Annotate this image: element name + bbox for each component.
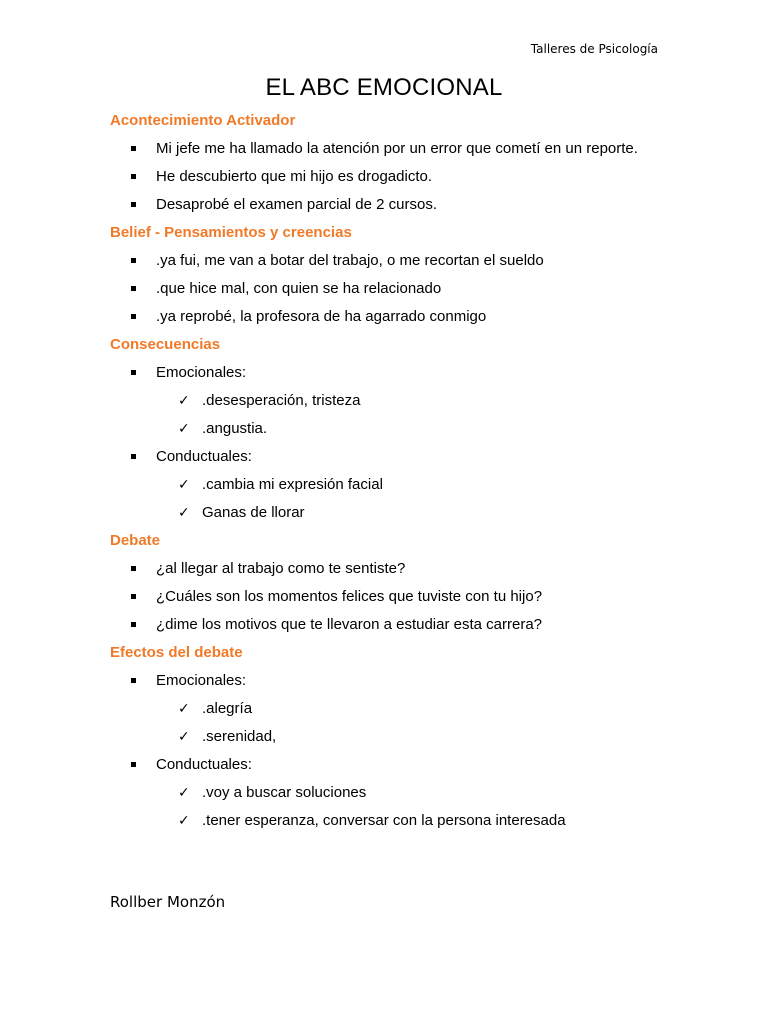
checkmark-icon: ✓ <box>178 785 190 801</box>
square-bullet-icon <box>131 762 136 767</box>
list-item-text: .que hice mal, con quien se ha relacionado <box>156 280 442 297</box>
checkmark-icon: ✓ <box>178 729 190 745</box>
group-label: Emocionales: <box>156 364 247 381</box>
group-label: Emocionales: <box>156 672 247 689</box>
checkmark-icon: ✓ <box>178 393 190 409</box>
checkmark-icon: ✓ <box>178 505 190 521</box>
list-item-text: .ya reprobé, la profesora de ha agarrado conmigo <box>156 308 487 325</box>
square-bullet-icon <box>131 202 136 207</box>
checkmark-icon: ✓ <box>178 477 190 493</box>
list-item-text: ¿al llegar al trabajo como te sentiste? <box>156 560 406 577</box>
list-item <box>110 306 670 334</box>
square-bullet-icon <box>131 258 136 263</box>
square-bullet-icon <box>131 454 136 459</box>
list-item <box>110 362 670 390</box>
section-heading-belief: Belief - Pensamientos y creencias <box>110 224 352 241</box>
check-item <box>110 726 670 754</box>
check-item <box>110 502 670 530</box>
list-item-text: Mi jefe me ha llamado la atención por un error que cometí en un reporte. <box>156 140 638 157</box>
square-bullet-icon <box>131 678 136 683</box>
list-item-text: He descubierto que mi hijo es drogadicto. <box>156 168 432 185</box>
list-item <box>110 250 670 278</box>
check-item <box>110 390 670 418</box>
check-item-text: .alegría <box>202 700 253 717</box>
list-item <box>110 278 670 306</box>
list-item-text: ¿Cuáles son los momentos felices que tuviste con tu hijo? <box>156 588 543 605</box>
check-item <box>110 782 670 810</box>
check-item-text: .serenidad, <box>202 728 277 745</box>
list-item <box>110 558 670 586</box>
list-item-text: .ya fui, me van a botar del trabajo, o me recortan el sueldo <box>156 252 544 269</box>
checkmark-icon: ✓ <box>178 421 190 437</box>
list-item-text: ¿dime los motivos que te llevaron a estudiar esta carrera? <box>156 616 543 633</box>
list-item <box>110 166 670 194</box>
document-body <box>110 110 670 838</box>
section-heading-acontecimiento: Acontecimiento Activador <box>110 112 296 129</box>
check-item-text: Ganas de llorar <box>202 504 305 521</box>
square-bullet-icon <box>131 370 136 375</box>
header-note: Talleres de Psicología <box>530 42 658 56</box>
page-title: EL ABC EMOCIONAL <box>265 74 503 101</box>
square-bullet-icon <box>131 566 136 571</box>
list-item <box>110 446 670 474</box>
list-item <box>110 670 670 698</box>
check-item-text: .tener esperanza, conversar con la persona interesada <box>202 812 566 829</box>
list-item <box>110 586 670 614</box>
list-item <box>110 754 670 782</box>
author-signature: Rollber Monzón <box>110 893 226 911</box>
check-item-text: .angustia. <box>202 420 268 437</box>
list-item-text: Desaprobé el examen parcial de 2 cursos. <box>156 196 437 213</box>
checkmark-icon: ✓ <box>178 701 190 717</box>
checkmark-icon: ✓ <box>178 813 190 829</box>
square-bullet-icon <box>131 594 136 599</box>
group-label: Conductuales: <box>156 756 252 773</box>
check-item-text: .cambia mi expresión facial <box>202 476 383 493</box>
check-item <box>110 418 670 446</box>
list-item <box>110 194 670 222</box>
square-bullet-icon <box>131 174 136 179</box>
square-bullet-icon <box>131 314 136 319</box>
square-bullet-icon <box>131 146 136 151</box>
square-bullet-icon <box>131 622 136 627</box>
section-heading-debate: Debate <box>110 532 161 549</box>
group-label: Conductuales: <box>156 448 252 465</box>
list-item <box>110 614 670 642</box>
list-item <box>110 138 670 166</box>
check-item-text: .desesperación, tristeza <box>202 392 361 409</box>
check-item-text: .voy a buscar soluciones <box>202 784 367 801</box>
check-item <box>110 698 670 726</box>
check-item <box>110 810 670 838</box>
square-bullet-icon <box>131 286 136 291</box>
section-heading-consecuencias: Consecuencias <box>110 336 221 353</box>
check-item <box>110 474 670 502</box>
section-heading-efectos: Efectos del debate <box>110 644 243 661</box>
